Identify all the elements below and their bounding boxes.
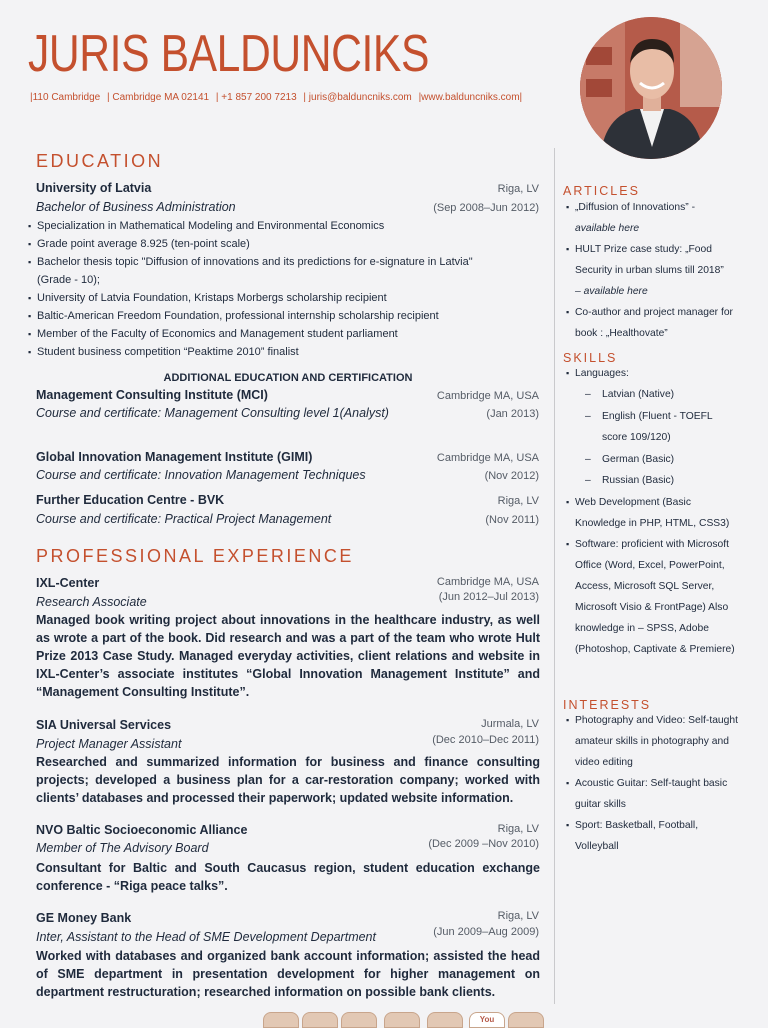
article-link[interactable]: available here (575, 223, 640, 234)
skill-languages: ▪ Languages: – Latvian (Native) – English (Fluent - TOEFL score 109/120) – German (Basic) – Russian (Basic) (566, 363, 738, 492)
language-list (575, 384, 738, 492)
linkedin-social-icon[interactable] (341, 1012, 377, 1028)
blog-social-icon[interactable] (508, 1012, 544, 1028)
contact-website[interactable]: |www.balduncniks.com| (418, 92, 523, 103)
job-location: Riga, LV (497, 910, 539, 922)
additional-location-bvk: Riga, LV (497, 495, 539, 507)
chat-social-icon[interactable] (384, 1012, 420, 1028)
job-location: Riga, LV (497, 823, 539, 835)
interests-list (566, 710, 738, 857)
additional-org-bvk: Further Education Centre - BVK (36, 493, 225, 507)
skill-item: ▪ Web Development (Basic Knowledge in PHP, HTML, CSS3) (566, 492, 738, 534)
experience-heading: PROFESSIONAL EXPERIENCE (36, 546, 354, 566)
education-location: Riga, LV (497, 183, 539, 195)
additional-location-gimi: Cambridge MA, USA (436, 452, 539, 464)
list-item: ▪ Grade point average 8.925 (ten-point scale) (28, 235, 548, 253)
additional-education-heading: ADDITIONAL EDUCATION AND CERTIFICATION (163, 372, 413, 384)
job-dates: (Dec 2009 –Nov 2010) (428, 838, 539, 850)
interests-heading: INTERESTS (563, 698, 652, 712)
skill-item: ▪ Software: proficient with Microsoft Office (Word, Excel, PowerPoint, Access, Microsoft SQL Server, Microsoft Visio & FrontPage) Also knowledge in – SPSS, Adobe (Photoshop, Captivate & Premiere) (566, 534, 738, 660)
article-link[interactable]: – available here (575, 286, 648, 297)
job-org: SIA Universal Services (36, 718, 172, 732)
job-role: Inter, Assistant to the Head of SME Development Department (36, 930, 376, 944)
job-description: Researched and summarized information for business and finance consulting projects; developed a business plan for a car-restoration company; worked with clients’ databases and processed their paperwork; updated website information. (36, 755, 540, 805)
email-social-icon[interactable] (263, 1012, 299, 1028)
job-org: NVO Baltic Socioeconomic Alliance (36, 823, 248, 837)
job-role: Project Manager Assistant (36, 737, 182, 751)
list-item: ▪ Specialization in Mathematical Modeling and Environmental Economics (28, 217, 548, 235)
job-org: IXL-Center (36, 576, 100, 590)
article-item: ▪ Co-author and project manager for book : „Healthovate” (566, 302, 738, 344)
contact-email[interactable]: | juris@balduncniks.com (303, 92, 412, 103)
contact-phone: | +1 857 200 7213 (215, 92, 297, 103)
education-degree: Bachelor of Business Administration (36, 200, 236, 214)
interest-item: ▪ Sport: Basketball, Football, Volleyball (566, 815, 738, 857)
job-description: Consultant for Baltic and South Caucasus region, student education exchange conference - “Riga peace talks”. (36, 861, 540, 893)
language-item: – English (Fluent - TOEFL score 109/120) (575, 406, 738, 449)
job-location: Cambridge MA, USA (436, 576, 539, 588)
job-role: Research Associate (36, 595, 147, 609)
additional-course-mci: Course and certificate: Management Consulting level 1(Analyst) (36, 406, 389, 420)
list-item: ▪ Member of the Faculty of Economics and Management student parliament (28, 325, 548, 343)
interest-item: ▪ Acoustic Guitar: Self-taught basic guitar skills (566, 773, 738, 815)
additional-org-gimi: Global Innovation Management Institute (GIMI) (36, 450, 313, 464)
additional-course-gimi: Course and certificate: Innovation Management Techniques (36, 468, 366, 482)
skills-heading: SKILLS (563, 351, 618, 365)
education-dates: (Sep 2008–Jun 2012) (433, 202, 539, 214)
contact-line (30, 92, 526, 103)
additional-dates-bvk: (Nov 2011) (485, 514, 539, 526)
job-location: Jurmala, LV (481, 718, 539, 730)
facebook-social-icon[interactable] (427, 1012, 463, 1028)
job-role: Member of The Advisory Board (36, 841, 209, 855)
contact-address: |110 Cambridge (30, 92, 101, 103)
job-org: GE Money Bank (36, 911, 132, 925)
job-dates: (Jun 2009–Aug 2009) (433, 926, 539, 938)
list-item-continuation: (Grade - 10); (37, 274, 100, 286)
education-heading: EDUCATION (36, 151, 164, 171)
language-item: – German (Basic) (575, 449, 738, 471)
profile-photo (580, 17, 722, 159)
list-item: ▪ University of Latvia Foundation, Kristaps Morbergs scholarship recipient (28, 289, 548, 307)
language-item: – Latvian (Native) (575, 384, 738, 406)
job-dates: (Jun 2012–Jul 2013) (438, 591, 539, 603)
additional-org-mci: Management Consulting Institute (MCI) (36, 388, 268, 402)
article-item: ▪ HULT Prize case study: „Food Security in urban slums till 2018” – available here (566, 239, 738, 302)
language-item: – Russian (Basic) (575, 470, 738, 492)
contact-city: | Cambridge MA 02141 (107, 92, 210, 103)
column-divider (554, 148, 555, 1004)
additional-course-bvk: Course and certificate: Practical Project Management (36, 512, 332, 526)
job-dates: (Dec 2010–Dec 2011) (432, 734, 539, 746)
additional-dates-gimi: (Nov 2012) (484, 470, 539, 482)
skills-list (566, 363, 738, 660)
youtube-social-icon[interactable]: You (469, 1012, 505, 1028)
additional-location-mci: Cambridge MA, USA (436, 390, 539, 402)
education-org: University of Latvia (36, 181, 152, 195)
articles-list (566, 197, 738, 344)
articles-heading: ARTICLES (563, 184, 640, 198)
skype-social-icon[interactable] (302, 1012, 338, 1028)
job-description: Managed book writing project about innovations in the healthcare industry, as well as wrote a part of the book. Did research and was a part of the team who wrote Hult Prize 2013 Case Study. Managed everyday activities, client relations and website in IXL-Center’s associate institutes “Global Innovation Management Institute” and “Management Consulting Institute”. (36, 613, 540, 699)
education-bullets (28, 217, 548, 361)
article-item: ▪ „Diffusion of Innovations” - available here (566, 197, 738, 239)
interest-item: ▪ Photography and Video: Self-taught amateur skills in photography and video editing (566, 710, 738, 773)
resume-name: JURIS BALDUNCIKS (28, 25, 429, 83)
job-description: Worked with databases and organized bank account information; assisted the head of SME department in presentation development for higher management on department restructuration; researched information on possible bank clients. (36, 949, 540, 999)
list-item: ▪ Bachelor thesis topic "Diffusion of innovations and its predictions for e-signature in Latvia" (28, 253, 548, 271)
list-item: ▪ Student business competition “Peaktime 2010” finalist (28, 343, 548, 361)
additional-dates-mci: (Jan 2013) (486, 408, 539, 420)
list-item: ▪ Baltic-American Freedom Foundation, professional internship scholarship recipient (28, 307, 548, 325)
